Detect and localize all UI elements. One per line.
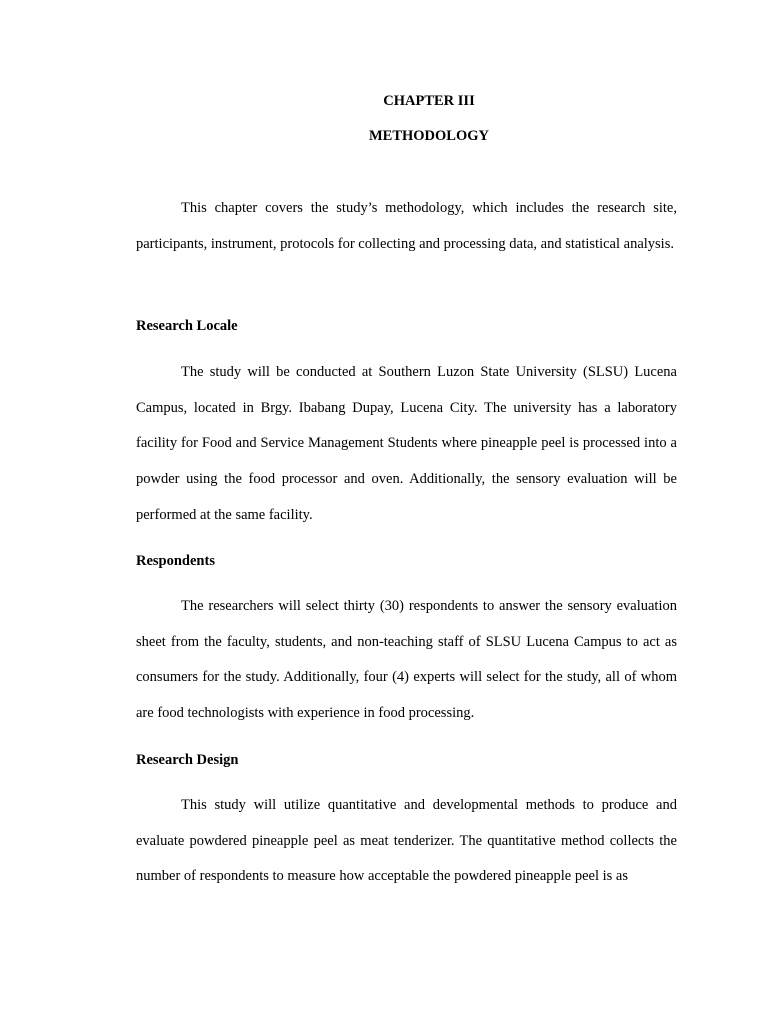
research-locale-paragraph: The study will be conducted at Southern Luzon State University (SLSU) Lucena Campus, located in Brgy. Ibabang Dupay, Lucena City. The university has a laboratory facility for Food and Service Management Students where pineapple peel is processed into a powder using the food processor and oven. Additionally, the sensory evaluation will be performed at the same facility. — [136, 364, 677, 523]
section-heading-respondents: Respondents — [136, 553, 215, 569]
chapter-number: CHAPTER III — [383, 93, 475, 109]
section-heading-research-locale: Research Locale — [136, 318, 238, 334]
research-design-paragraph: This study will utilize quantitative and developmental methods to produce and evaluate powdered pineapple peel as meat tenderizer. The quantitative method collects the number of respondents to measure how acceptable the powdered pineapple peel is as — [136, 797, 677, 885]
chapter-title: METHODOLOGY — [368, 128, 490, 144]
section-heading-research-design: Research Design — [136, 752, 239, 768]
intro-paragraph: This chapter covers the study’s methodology, which includes the research site, participants, instrument, protocols for collecting and processing data, and statistical analysis. — [136, 200, 677, 252]
respondents-paragraph: The researchers will select thirty (30) respondents to answer the sensory evaluation sheet from the faculty, students, and non-teaching staff of SLSU Lucena Campus to act as consumers for the study. Additionally, four (4) experts will select for the study, all of whom are food technologists with experience in food processing. — [136, 598, 677, 722]
